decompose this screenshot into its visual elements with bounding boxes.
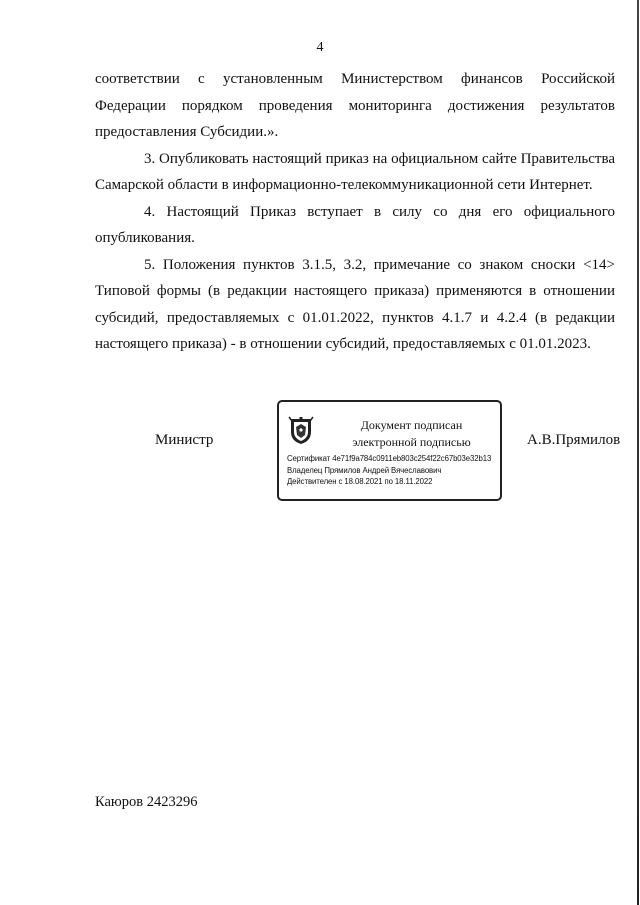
electronic-signature-stamp xyxy=(277,400,502,501)
stamp-title-line1: Документ подписан xyxy=(360,418,463,432)
scan-edge-line xyxy=(637,0,639,905)
paragraph-item-5: 5. Положения пунктов 3.1.5, 3.2, примечание со знаком сноски <14> Типовой формы (в редакции настоящего приказа) применяются в отношении субсидий, предоставляемых с 01.01.2022, пунктов 4.1.7 и 4.2.4 (в редакции настоящего приказа) - в отношении субсидий, предоставляемых с 01.01.2023. xyxy=(95,256,615,352)
signature-block xyxy=(0,400,640,510)
paragraph-item-3: 3. Опубликовать настоящий приказ на официальном сайте Правительства Самарской области в информационно-телекоммуникационной сети Интернет. xyxy=(95,150,615,193)
certificate-validity: Действителен с 18.08.2021 по 18.11.2022 xyxy=(287,477,433,486)
signer-name: А.В.Прямилов xyxy=(527,432,621,448)
page-number: 4 xyxy=(316,40,324,55)
paragraph-item-4: 4. Настоящий Приказ вступает в силу со дня его официального опубликования. xyxy=(95,203,615,246)
body-text xyxy=(95,66,615,358)
stamp-details xyxy=(287,453,502,488)
executor-contact: Каюров 2423296 xyxy=(95,794,198,810)
certificate-owner: Владелец Прямилов Андрей Вячеславович xyxy=(287,465,442,475)
stamp-title xyxy=(319,417,504,451)
stamp-title-line2: электронной подписью xyxy=(352,435,471,449)
position-title: Министр xyxy=(155,432,214,448)
coat-of-arms-icon xyxy=(288,415,314,445)
certificate-number: Сертификат 4e71f9a784c0911eb803c254f22c67b03e32b13 xyxy=(287,454,492,463)
paragraph-continuation: соответствии с установленным Министерством финансов Российской Федерации порядком проведения мониторинга достижения результатов предоставления Субсидии.». xyxy=(95,71,615,140)
